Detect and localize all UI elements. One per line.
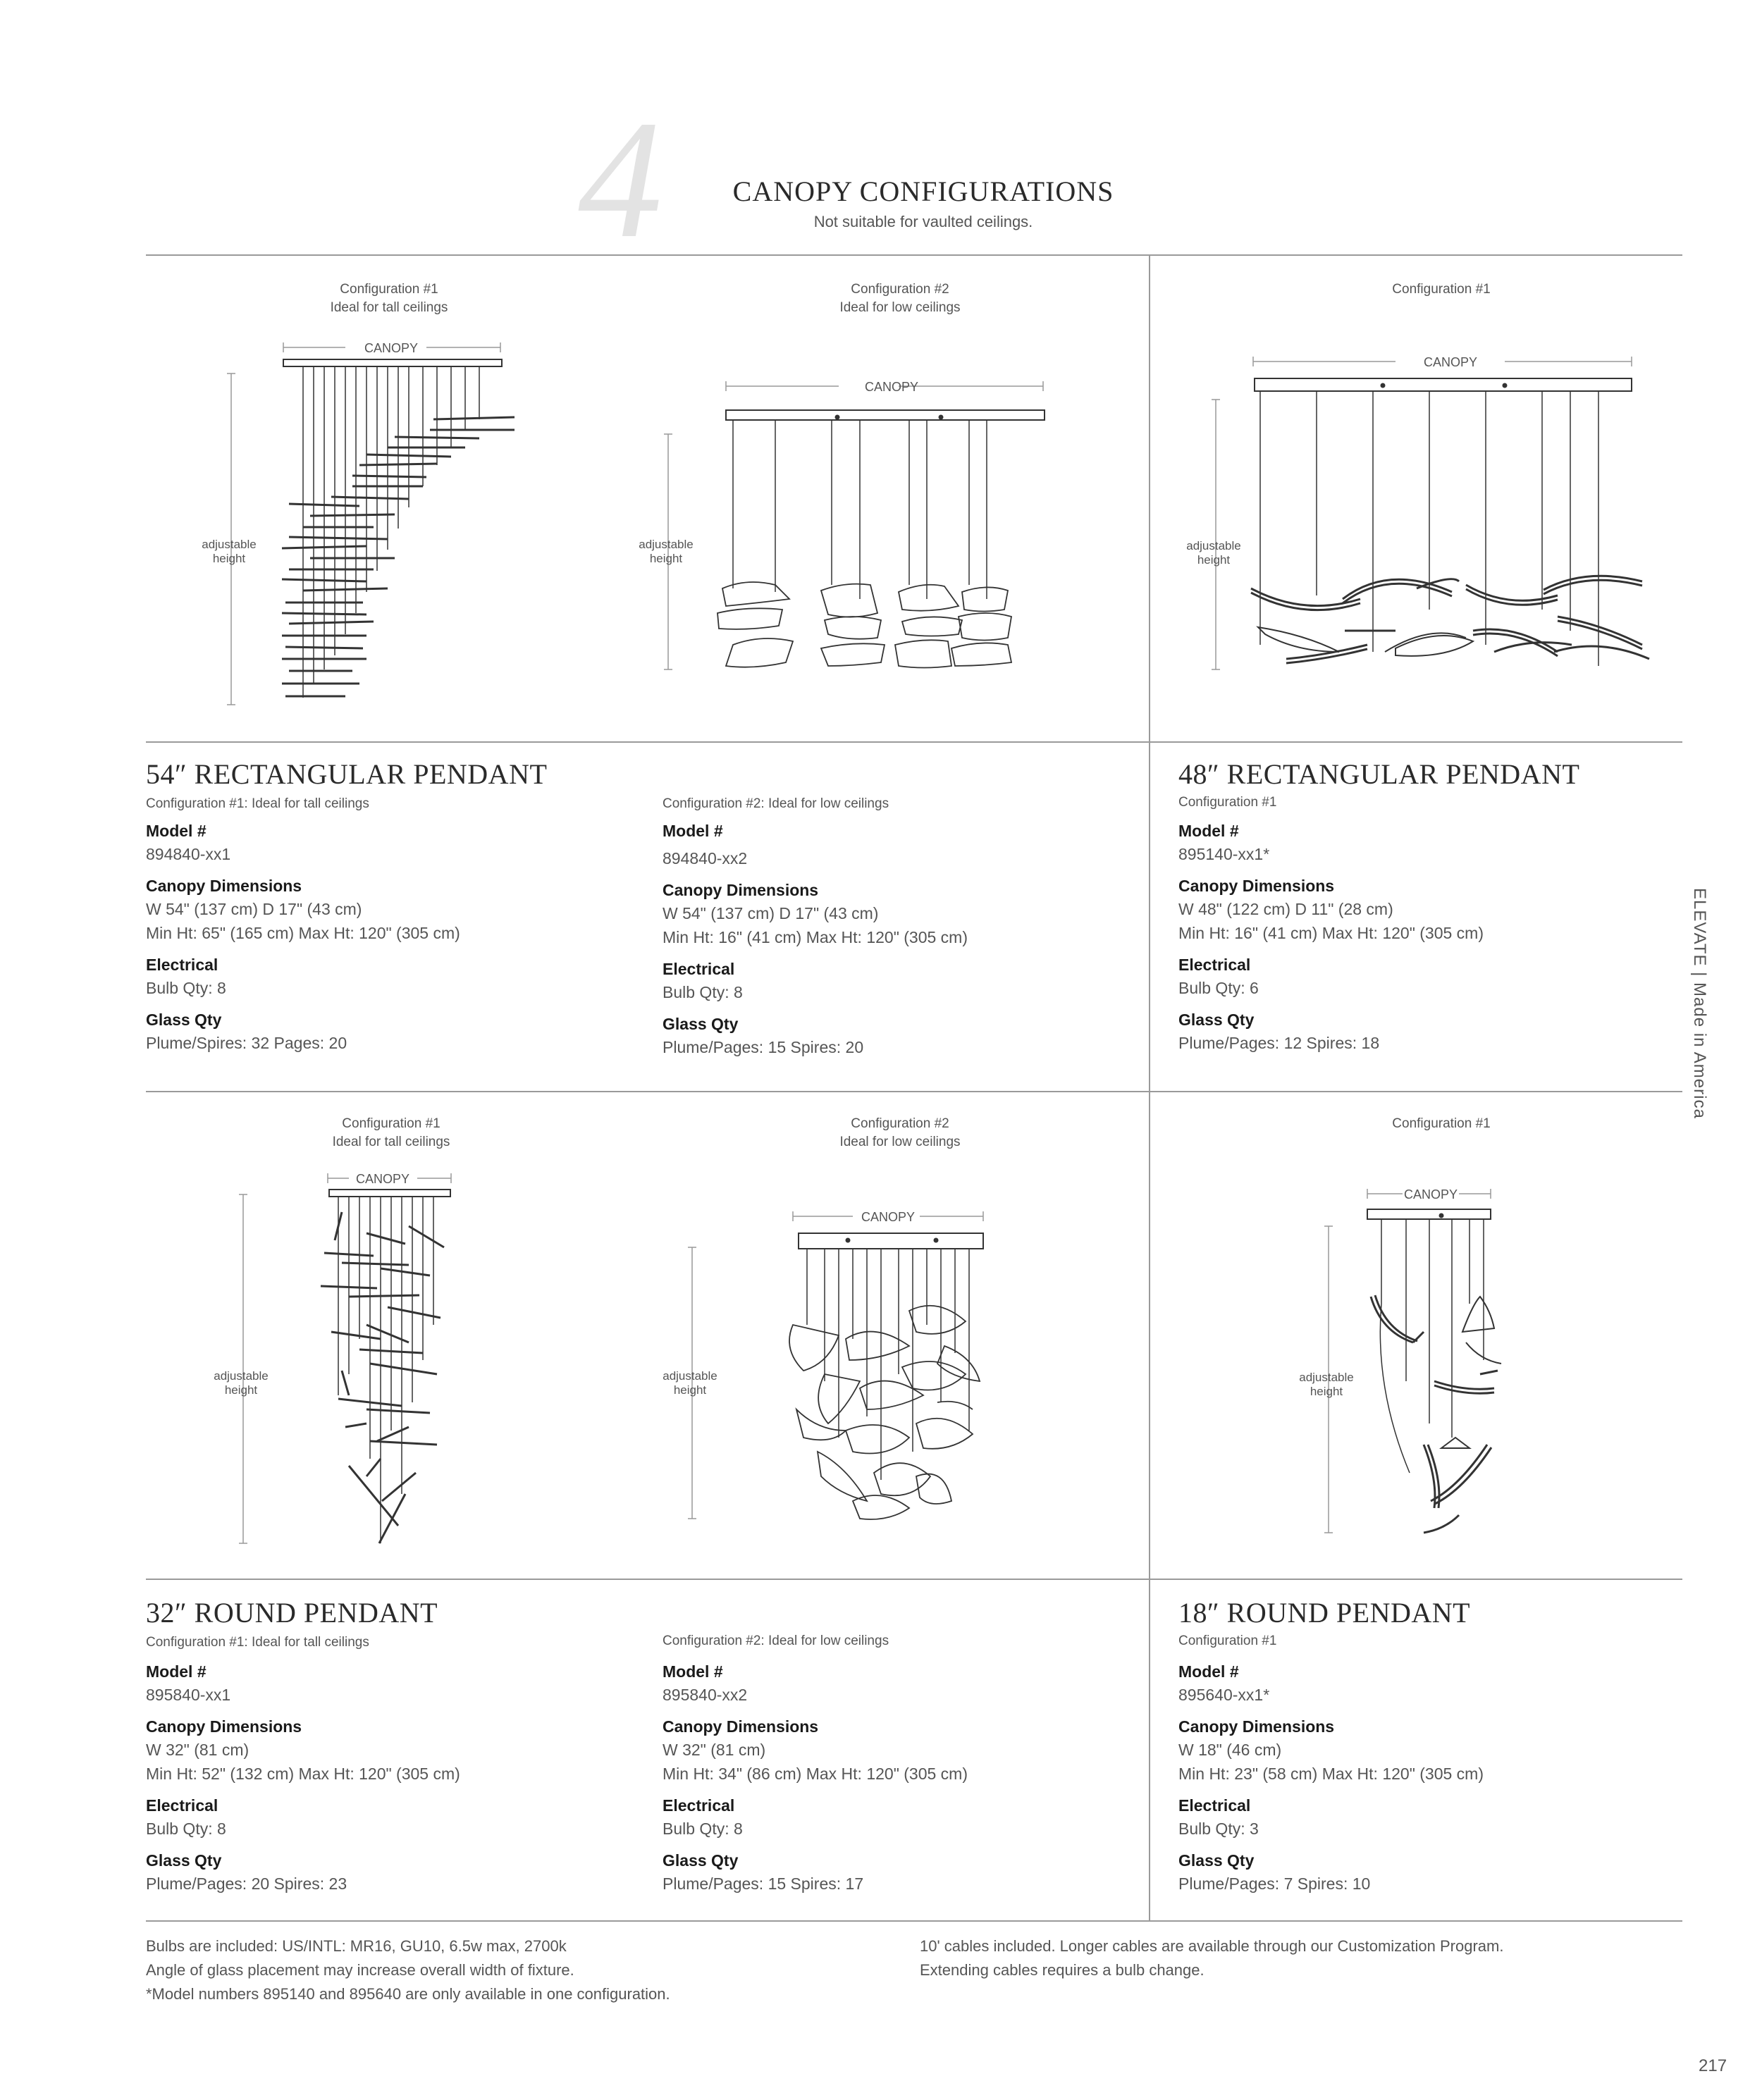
diagram-label-18-config1: Configuration #1 <box>1392 1116 1491 1131</box>
svg-text:adjustable: adjustable <box>1299 1371 1354 1384</box>
page-subtitle: Not suitable for vaulted ceilings. <box>813 213 1033 230</box>
config-note-32-1: Configuration #1: Ideal for tall ceilings <box>146 1635 369 1650</box>
model-number: 894840-xx1 <box>146 845 231 863</box>
product-title-48-rectangular: 48″ RECTANGULAR PENDANT <box>1178 758 1580 790</box>
divider-top <box>146 254 1682 256</box>
config-note-48-1: Configuration #1 <box>1178 795 1277 810</box>
svg-text:height: height <box>1197 553 1231 567</box>
config-note-54-2: Configuration #2: Ideal for low ceilings <box>663 796 889 811</box>
product-title-18-round: 18″ ROUND PENDANT <box>1178 1597 1471 1629</box>
divider-bottom <box>146 1920 1682 1922</box>
diagram-32-config2 <box>634 1198 1071 1547</box>
diagram-32-config1 <box>197 1163 493 1547</box>
spec-block-54-config1: Model # 894840-xx1 Canopy Dimensions W 54" (137 cm) D 17" (43 cm) Min Ht: 65" (165 cm) Max Ht: 120" (305 cm) Electrical Bulb Qty: 8 Glass Qty Plume/Spires: 32 Pages: 20 <box>146 820 639 1055</box>
divider-row1-specs <box>146 1091 1682 1092</box>
footer-notes-right: 10' cables included. Longer cables are available through our Customization Program. Extending cables requires a bulb change. <box>920 1937 1504 1979</box>
model-number: 895140-xx1* <box>1178 845 1270 863</box>
svg-text:height: height <box>673 1383 707 1397</box>
spec-block-32-config1: Model # 895840-xx1 Canopy Dimensions W 32" (81 cm) Min Ht: 52" (132 cm) Max Ht: 120" (305 cm) Electrical Bulb Qty: 8 Glass Qty Plume/Pages: 20 Spires: 23 <box>146 1660 639 1896</box>
spec-block-18-config1: Model # 895640-xx1* Canopy Dimensions W 18" (46 cm) Min Ht: 23" (58 cm) Max Ht: 120" (305 cm) Electrical Bulb Qty: 3 Glass Qty Plume/Pages: 7 Spires: 10 <box>1178 1660 1672 1896</box>
spec-block-32-config2: Model # 895840-xx2 Canopy Dimensions W 32" (81 cm) Min Ht: 34" (86 cm) Max Ht: 120" (305 cm) Electrical Bulb Qty: 8 Glass Qty Plume/Pages: 15 Spires: 17 <box>663 1660 1156 1896</box>
svg-text:CANOPY: CANOPY <box>864 380 919 394</box>
svg-text:adjustable: adjustable <box>202 538 257 551</box>
diagram-label-48-config1: Configuration #1 <box>1392 282 1491 297</box>
model-number: 895640-xx1* <box>1178 1686 1270 1704</box>
diagram-label-54-config1: Configuration #1 Ideal for tall ceilings <box>330 282 448 315</box>
diagram-48-config1 <box>1163 349 1670 687</box>
diagram-54-config1 <box>183 331 550 715</box>
svg-text:4: 4 <box>578 92 663 254</box>
diagram-label-54-config2: Configuration #2 Ideal for low ceilings <box>839 282 961 315</box>
svg-text:CANOPY: CANOPY <box>861 1210 916 1224</box>
svg-text:adjustable: adjustable <box>663 1369 717 1383</box>
model-number: 895840-xx2 <box>663 1686 748 1704</box>
config-note-18-1: Configuration #1 <box>1178 1633 1277 1648</box>
side-brand-label: ELEVATE | Made in America <box>1690 888 1709 1119</box>
config-note-32-2: Configuration #2: Ideal for low ceilings <box>663 1633 889 1648</box>
diagram-18-config1 <box>1283 1177 1536 1547</box>
svg-text:height: height <box>1310 1385 1343 1398</box>
product-title-32-round: 32″ ROUND PENDANT <box>146 1597 438 1629</box>
page-title: CANOPY CONFIGURATIONS <box>732 175 1114 207</box>
svg-text:CANOPY: CANOPY <box>1423 355 1478 369</box>
svg-text:CANOPY: CANOPY <box>1403 1187 1458 1202</box>
divider-row1-diagrams <box>146 741 1682 743</box>
config-note-54-1: Configuration #1: Ideal for tall ceilings <box>146 796 369 811</box>
product-title-54-rectangular: 54″ RECTANGULAR PENDANT <box>146 758 548 790</box>
diagram-label-32-config1: Configuration #1 Ideal for tall ceilings <box>332 1116 450 1149</box>
diagram-label-32-config2: Configuration #2 Ideal for low ceilings <box>839 1116 961 1149</box>
page-number: 217 <box>1699 2056 1727 2075</box>
svg-text:CANOPY: CANOPY <box>355 1172 410 1186</box>
svg-text:adjustable: adjustable <box>639 538 694 551</box>
diagram-54-config2 <box>627 366 1078 687</box>
svg-text:adjustable: adjustable <box>214 1369 269 1383</box>
svg-text:height: height <box>649 552 683 565</box>
spec-block-54-config2: Model # 894840-xx2 Canopy Dimensions W 54" (137 cm) D 17" (43 cm) Min Ht: 16" (41 cm) Max Ht: 120" (305 cm) Electrical Bulb Qty: 8 Glass Qty Plume/Pages: 15 Spires: 20 <box>663 820 1156 1059</box>
divider-row2-diagrams <box>146 1579 1682 1580</box>
svg-text:adjustable: adjustable <box>1186 539 1241 552</box>
spec-block-48-config1: Model # 895140-xx1* Canopy Dimensions W 48" (122 cm) D 11" (28 cm) Min Ht: 16" (41 cm) Max Ht: 120" (305 cm) Electrical Bulb Qty: 6 Glass Qty Plume/Pages: 12 Spires: 18 <box>1178 820 1672 1055</box>
model-number: 894840-xx2 <box>663 849 748 867</box>
model-number: 895840-xx1 <box>146 1686 231 1704</box>
footer-notes-left: Bulbs are included: US/INTL: MR16, GU10, 6.5w max, 2700k Angle of glass placement may increase overall width of fixture. *Model numbers 895140 and 895640 are only available in one configuration. <box>146 1937 670 2003</box>
svg-text:height: height <box>212 552 246 565</box>
svg-text:height: height <box>224 1383 258 1397</box>
svg-text:CANOPY: CANOPY <box>364 341 419 355</box>
section-number-watermark <box>557 92 684 254</box>
